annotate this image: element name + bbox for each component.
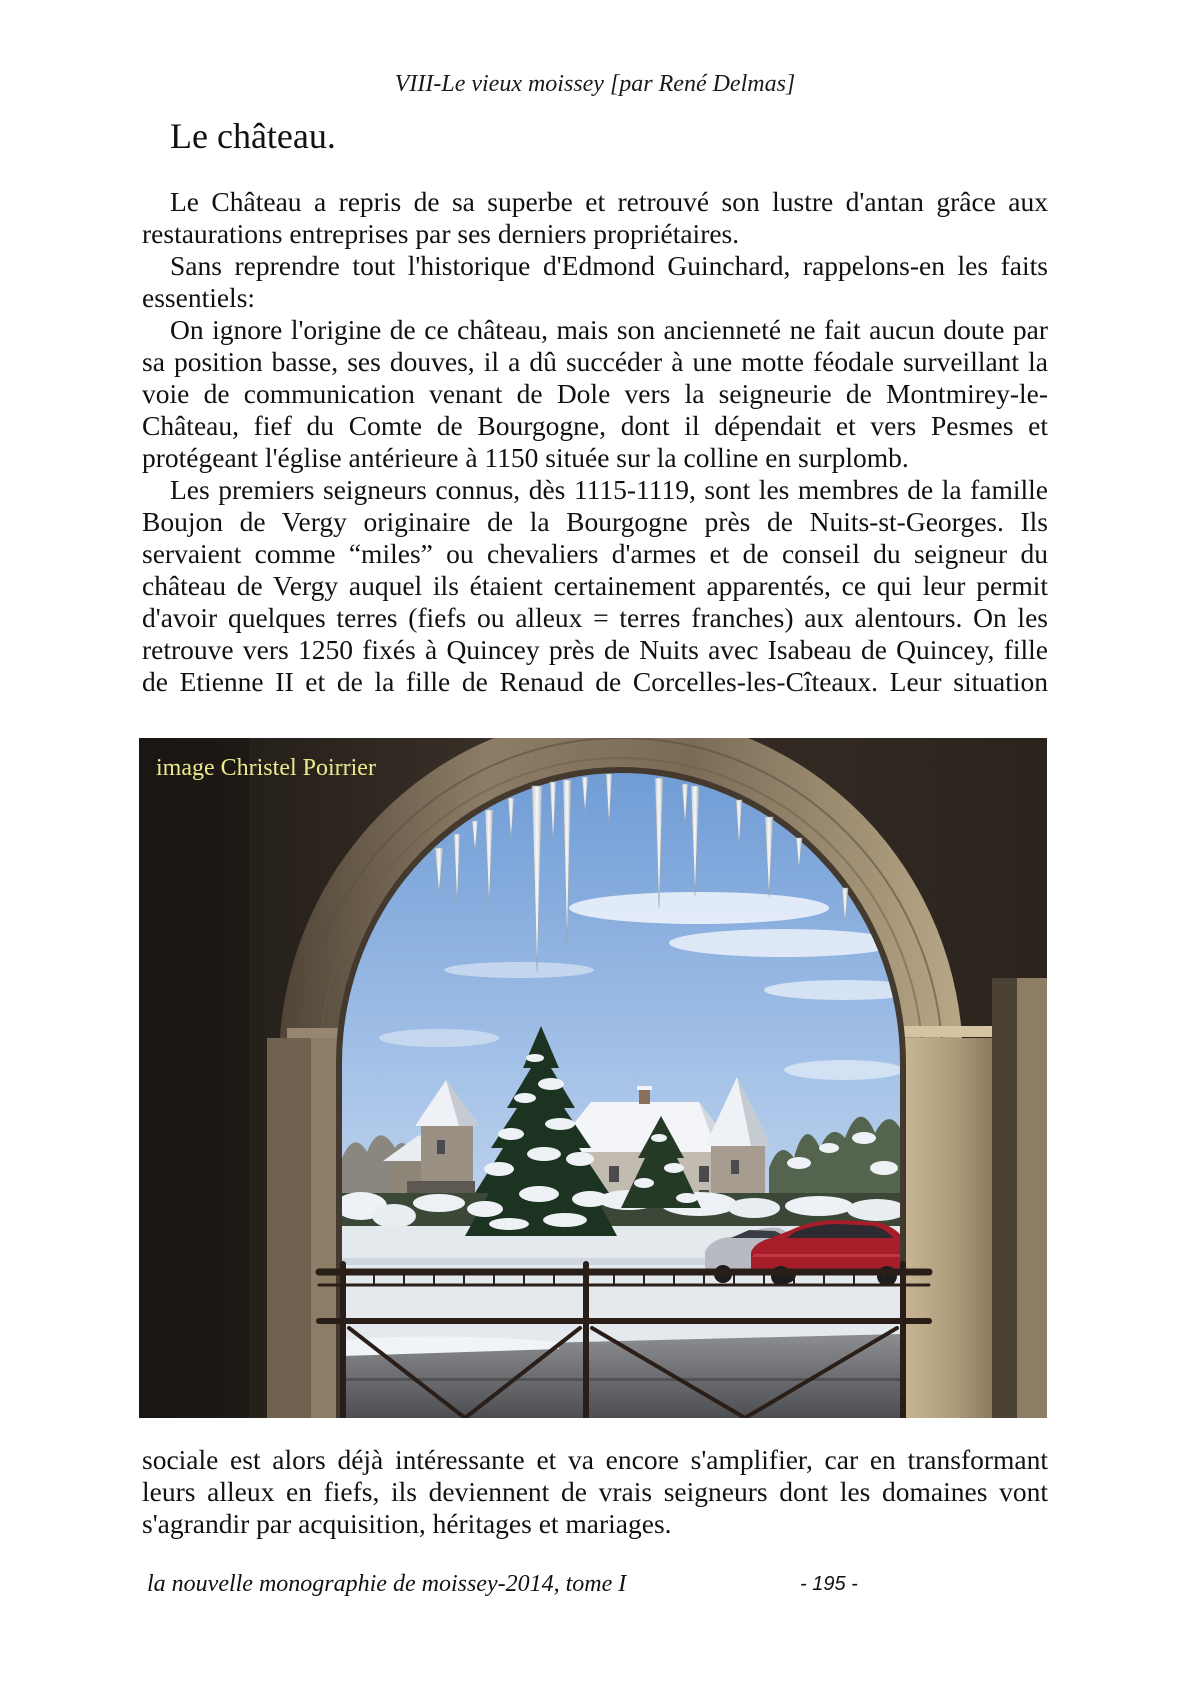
body-text-line: Boujon de Vergy originaire de la Bourgogne près de Nuits-st-Georges. Ils xyxy=(142,506,1048,537)
body-text-line: s'agrandir par acquisition, héritages et mariages. xyxy=(142,1508,672,1539)
castle-photo-drawing xyxy=(139,738,1047,1418)
body-text-line: retrouve vers 1250 fixés à Quincey près de Nuits avec Isabeau de Quincey, fille xyxy=(142,634,1048,665)
footer-publication-title: la nouvelle monographie de moissey-2014, tome I xyxy=(147,1571,627,1597)
body-text-line: On ignore l'origine de ce château, mais son ancienneté ne fait aucun doute par xyxy=(170,314,1048,345)
body-text-line: leurs alleux en fiefs, ils deviennent de vrais seigneurs dont les domaines vont xyxy=(142,1476,1048,1507)
body-text-line: d'avoir quelques terres (fiefs ou alleux = terres franches) aux alentours. On les xyxy=(142,602,1048,633)
body-text-line: essentiels: xyxy=(142,282,256,313)
body-text-line: château de Vergy auquel ils étaient certainement apparentés, ce qui leur permit xyxy=(142,570,1048,601)
castle-photo xyxy=(139,738,1047,1418)
body-text-line: de Etienne II et de la fille de Renaud de Corcelles-les-Cîteaux. Leur situation xyxy=(142,666,1048,697)
body-text-line: voie de communication venant de Dole vers la seigneurie de Montmirey-le- xyxy=(142,378,1048,409)
running-header: VIII-Le vieux moissey [par René Delmas] xyxy=(394,71,796,97)
body-text-line: sociale est alors déjà intéressante et va encore s'amplifier, car en transformant xyxy=(142,1444,1048,1475)
page-number: - 195 - xyxy=(800,1573,858,1595)
body-text-line: Le Château a repris de sa superbe et retrouvé son lustre d'antan grâce aux xyxy=(170,186,1048,217)
body-text-line: restaurations entreprises par ses derniers propriétaires. xyxy=(142,218,740,249)
body-text-line: Les premiers seigneurs connus, dès 1115-1119, sont les membres de la famille xyxy=(170,474,1048,505)
body-text-line: sa position basse, ses douves, il a dû succéder à une motte féodale surveillant la xyxy=(142,346,1048,377)
body-text-line: servaient comme “miles” ou chevaliers d'armes et de conseil du seigneur du xyxy=(142,538,1048,569)
body-text-line: Château, fief du Comte de Bourgogne, dont il dépendait et vers Pesmes et xyxy=(142,410,1048,441)
body-text-line: Sans reprendre tout l'historique d'Edmond Guinchard, rappelons-en les faits xyxy=(170,250,1048,281)
section-title: Le château. xyxy=(170,116,336,156)
body-text-line: protégeant l'église antérieure à 1150 située sur la colline en surplomb. xyxy=(142,442,909,473)
photo-credit: image Christel Poirrier xyxy=(156,755,376,781)
